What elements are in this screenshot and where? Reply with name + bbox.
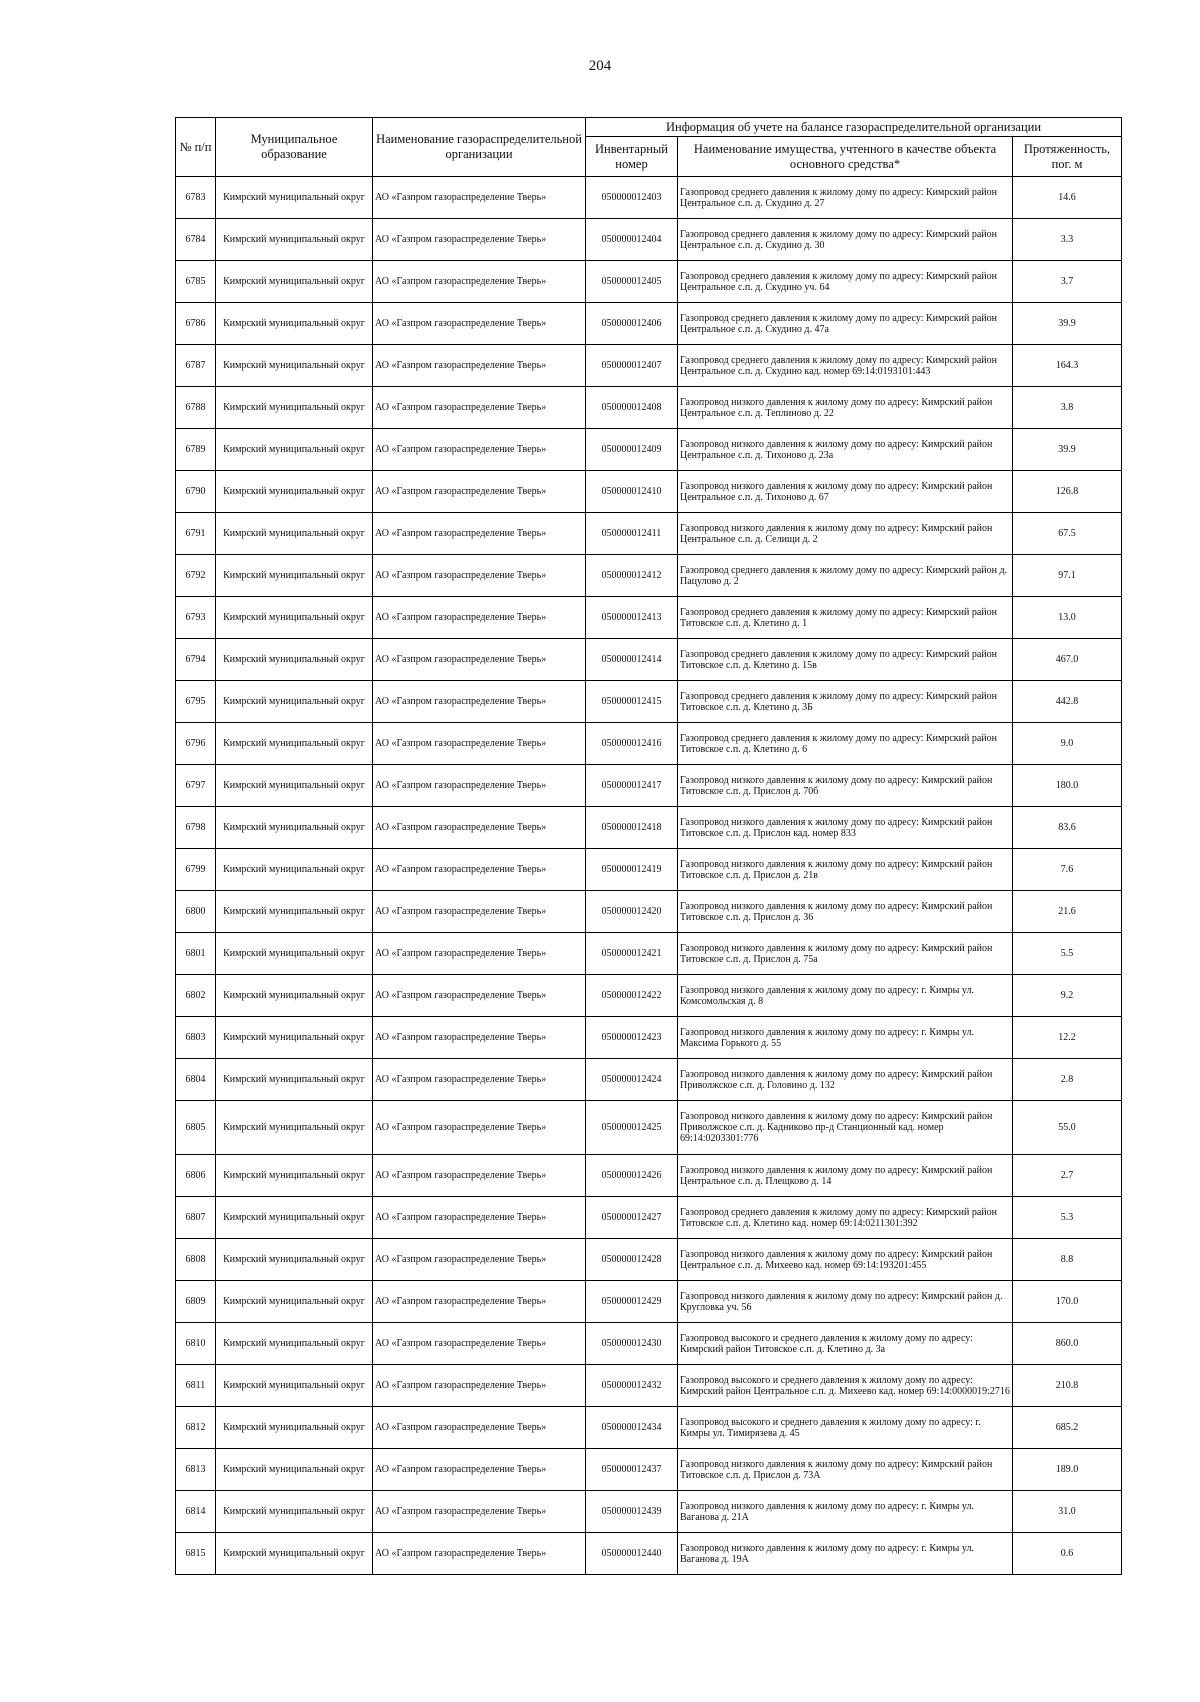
table-row [176, 1101, 1122, 1155]
row-length: 685.2 [1013, 1407, 1122, 1449]
row-number: 6805 [176, 1101, 216, 1155]
header-municipality: Муниципальное образование [216, 118, 373, 177]
row-length: 189.0 [1013, 1449, 1122, 1491]
row-inventory-number: 050000012425 [586, 1101, 678, 1155]
row-organization: АО «Газпром газораспределение Тверь» [373, 765, 586, 807]
table-row [176, 1239, 1122, 1281]
row-municipality: Кимрский муниципальный округ [216, 1239, 373, 1281]
table-row [176, 1491, 1122, 1533]
row-number: 6792 [176, 555, 216, 597]
row-inventory-number: 050000012434 [586, 1407, 678, 1449]
row-number: 6784 [176, 219, 216, 261]
row-inventory-number: 050000012423 [586, 1017, 678, 1059]
row-property-description: Газопровод среднего давления к жилому дому по адресу: Кимрский район Центральное с.п. д. Скудино уч. 64 [678, 261, 1013, 303]
row-municipality: Кимрский муниципальный округ [216, 177, 373, 219]
row-municipality: Кимрский муниципальный округ [216, 1449, 373, 1491]
table-row [176, 471, 1122, 513]
row-organization: АО «Газпром газораспределение Тверь» [373, 219, 586, 261]
row-organization: АО «Газпром газораспределение Тверь» [373, 1155, 586, 1197]
row-length: 210.8 [1013, 1365, 1122, 1407]
row-inventory-number: 050000012408 [586, 387, 678, 429]
row-length: 3.7 [1013, 261, 1122, 303]
row-municipality: Кимрский муниципальный округ [216, 345, 373, 387]
row-inventory-number: 050000012410 [586, 471, 678, 513]
table-body [176, 177, 1122, 1575]
header-inventory: Инвентарный номер [586, 137, 678, 177]
row-inventory-number: 050000012403 [586, 177, 678, 219]
row-inventory-number: 050000012414 [586, 639, 678, 681]
row-property-description: Газопровод высокого и среднего давления к жилому дому по адресу: г. Кимры ул. Тимирязева д. 45 [678, 1407, 1013, 1449]
row-number: 6788 [176, 387, 216, 429]
row-organization: АО «Газпром газораспределение Тверь» [373, 1197, 586, 1239]
row-municipality: Кимрский муниципальный округ [216, 1365, 373, 1407]
row-organization: АО «Газпром газораспределение Тверь» [373, 681, 586, 723]
row-length: 5.5 [1013, 933, 1122, 975]
row-organization: АО «Газпром газораспределение Тверь» [373, 261, 586, 303]
row-organization: АО «Газпром газораспределение Тверь» [373, 429, 586, 471]
row-inventory-number: 050000012416 [586, 723, 678, 765]
row-property-description: Газопровод низкого давления к жилому дому по адресу: Кимрский район Титовское с.п. д. Прислон д. 36 [678, 891, 1013, 933]
row-municipality: Кимрский муниципальный округ [216, 387, 373, 429]
row-length: 7.6 [1013, 849, 1122, 891]
row-inventory-number: 050000012430 [586, 1323, 678, 1365]
table-row [176, 177, 1122, 219]
row-organization: АО «Газпром газораспределение Тверь» [373, 933, 586, 975]
row-municipality: Кимрский муниципальный округ [216, 1407, 373, 1449]
row-property-description: Газопровод среднего давления к жилому дому по адресу: Кимрский район Титовское с.п. д. Клетино д. 3Б [678, 681, 1013, 723]
row-length: 164.3 [1013, 345, 1122, 387]
row-property-description: Газопровод высокого и среднего давления к жилому дому по адресу: Кимрский район Центральное с.п. д. Михеево кад. номер 69:14:0000019:2716 [678, 1365, 1013, 1407]
row-organization: АО «Газпром газораспределение Тверь» [373, 1323, 586, 1365]
row-number: 6794 [176, 639, 216, 681]
table-row [176, 387, 1122, 429]
row-inventory-number: 050000012418 [586, 807, 678, 849]
row-length: 8.8 [1013, 1239, 1122, 1281]
table-row [176, 849, 1122, 891]
row-property-description: Газопровод низкого давления к жилому дому по адресу: Кимрский район Центральное с.п. д. Тихоново д. 23а [678, 429, 1013, 471]
row-municipality: Кимрский муниципальный округ [216, 1281, 373, 1323]
row-organization: АО «Газпром газораспределение Тверь» [373, 177, 586, 219]
row-municipality: Кимрский муниципальный округ [216, 849, 373, 891]
row-organization: АО «Газпром газораспределение Тверь» [373, 303, 586, 345]
row-organization: АО «Газпром газораспределение Тверь» [373, 1365, 586, 1407]
row-municipality: Кимрский муниципальный округ [216, 261, 373, 303]
table-row [176, 1323, 1122, 1365]
header-num: № п/п [176, 118, 216, 177]
row-number: 6811 [176, 1365, 216, 1407]
row-property-description: Газопровод низкого давления к жилому дому по адресу: г. Кимры ул. Ваганова д. 19А [678, 1533, 1013, 1575]
row-inventory-number: 050000012404 [586, 219, 678, 261]
row-organization: АО «Газпром газораспределение Тверь» [373, 975, 586, 1017]
row-length: 126.8 [1013, 471, 1122, 513]
row-number: 6807 [176, 1197, 216, 1239]
row-property-description: Газопровод низкого давления к жилому дому по адресу: Кимрский район Центральное с.п. д. Селищи д. 2 [678, 513, 1013, 555]
row-property-description: Газопровод низкого давления к жилому дому по адресу: Кимрский район Центральное с.п. д. Михеево кад. номер 69:14:193201:455 [678, 1239, 1013, 1281]
row-municipality: Кимрский муниципальный округ [216, 597, 373, 639]
table-row [176, 513, 1122, 555]
row-inventory-number: 050000012413 [586, 597, 678, 639]
row-length: 467.0 [1013, 639, 1122, 681]
row-organization: АО «Газпром газораспределение Тверь» [373, 639, 586, 681]
row-length: 3.3 [1013, 219, 1122, 261]
row-inventory-number: 050000012407 [586, 345, 678, 387]
row-municipality: Кимрский муниципальный округ [216, 1155, 373, 1197]
row-organization: АО «Газпром газораспределение Тверь» [373, 1449, 586, 1491]
row-inventory-number: 050000012411 [586, 513, 678, 555]
header-length: Протяженность, пог. м [1013, 137, 1122, 177]
row-inventory-number: 050000012409 [586, 429, 678, 471]
row-number: 6813 [176, 1449, 216, 1491]
row-number: 6803 [176, 1017, 216, 1059]
row-length: 2.8 [1013, 1059, 1122, 1101]
row-length: 12.2 [1013, 1017, 1122, 1059]
row-number: 6793 [176, 597, 216, 639]
row-municipality: Кимрский муниципальный округ [216, 303, 373, 345]
row-municipality: Кимрский муниципальный округ [216, 723, 373, 765]
row-length: 97.1 [1013, 555, 1122, 597]
table-row [176, 219, 1122, 261]
table-row [176, 597, 1122, 639]
row-municipality: Кимрский муниципальный округ [216, 891, 373, 933]
table-row [176, 807, 1122, 849]
row-inventory-number: 050000012426 [586, 1155, 678, 1197]
row-municipality: Кимрский муниципальный округ [216, 1491, 373, 1533]
row-municipality: Кимрский муниципальный округ [216, 765, 373, 807]
row-length: 860.0 [1013, 1323, 1122, 1365]
table-row [176, 555, 1122, 597]
table-row [176, 975, 1122, 1017]
row-organization: АО «Газпром газораспределение Тверь» [373, 555, 586, 597]
row-inventory-number: 050000012412 [586, 555, 678, 597]
row-municipality: Кимрский муниципальный округ [216, 471, 373, 513]
row-property-description: Газопровод низкого давления к жилому дому по адресу: г. Кимры ул. Комсомольская д. 8 [678, 975, 1013, 1017]
row-organization: АО «Газпром газораспределение Тверь» [373, 891, 586, 933]
row-municipality: Кимрский муниципальный округ [216, 681, 373, 723]
row-property-description: Газопровод низкого давления к жилому дому по адресу: Кимрский район Приволжское с.п. д. Головино д. 132 [678, 1059, 1013, 1101]
row-inventory-number: 050000012440 [586, 1533, 678, 1575]
row-municipality: Кимрский муниципальный округ [216, 639, 373, 681]
row-municipality: Кимрский муниципальный округ [216, 219, 373, 261]
row-length: 14.6 [1013, 177, 1122, 219]
row-property-description: Газопровод среднего давления к жилому дому по адресу: Кимрский район Титовское с.п. д. Клетино д. 15в [678, 639, 1013, 681]
row-number: 6790 [176, 471, 216, 513]
row-length: 55.0 [1013, 1101, 1122, 1155]
row-property-description: Газопровод низкого давления к жилому дому по адресу: Кимрский район Титовское с.п. д. Прислон д. 70б [678, 765, 1013, 807]
table-row [176, 765, 1122, 807]
row-number: 6799 [176, 849, 216, 891]
row-municipality: Кимрский муниципальный округ [216, 1197, 373, 1239]
row-property-description: Газопровод низкого давления к жилому дому по адресу: г. Кимры ул. Ваганова д. 21А [678, 1491, 1013, 1533]
row-inventory-number: 050000012420 [586, 891, 678, 933]
row-organization: АО «Газпром газораспределение Тверь» [373, 807, 586, 849]
row-property-description: Газопровод среднего давления к жилому дому по адресу: Кимрский район Титовское с.п. д. Клетино кад. номер 69:14:0211301:392 [678, 1197, 1013, 1239]
table-row [176, 1017, 1122, 1059]
row-property-description: Газопровод среднего давления к жилому дому по адресу: Кимрский район Центральное с.п. д. Скудино д. 27 [678, 177, 1013, 219]
row-number: 6812 [176, 1407, 216, 1449]
row-length: 0.6 [1013, 1533, 1122, 1575]
table-row [176, 1197, 1122, 1239]
row-number: 6814 [176, 1491, 216, 1533]
row-property-description: Газопровод среднего давления к жилому дому по адресу: Кимрский район Титовское с.п. д. Клетино д. 6 [678, 723, 1013, 765]
table-header [176, 118, 1122, 177]
row-length: 39.9 [1013, 303, 1122, 345]
row-property-description: Газопровод среднего давления к жилому дому по адресу: Кимрский район д. Пацулово д. 2 [678, 555, 1013, 597]
table-row [176, 345, 1122, 387]
row-property-description: Газопровод низкого давления к жилому дому по адресу: Кимрский район Центральное с.п. д. Плещково д. 14 [678, 1155, 1013, 1197]
row-property-description: Газопровод низкого давления к жилому дому по адресу: Кимрский район Титовское с.п. д. Прислон д. 21в [678, 849, 1013, 891]
row-organization: АО «Газпром газораспределение Тверь» [373, 1239, 586, 1281]
row-number: 6789 [176, 429, 216, 471]
table-row [176, 261, 1122, 303]
table-row [176, 639, 1122, 681]
row-number: 6797 [176, 765, 216, 807]
row-property-description: Газопровод среднего давления к жилому дому по адресу: Кимрский район Центральное с.п. д. Скудино д. 47а [678, 303, 1013, 345]
table-row [176, 303, 1122, 345]
table-row [176, 1365, 1122, 1407]
row-inventory-number: 050000012437 [586, 1449, 678, 1491]
row-number: 6783 [176, 177, 216, 219]
row-organization: АО «Газпром газораспределение Тверь» [373, 387, 586, 429]
row-property-description: Газопровод низкого давления к жилому дому по адресу: Кимрский район д. Кругловка уч. 56 [678, 1281, 1013, 1323]
row-municipality: Кимрский муниципальный округ [216, 933, 373, 975]
row-number: 6795 [176, 681, 216, 723]
row-inventory-number: 050000012405 [586, 261, 678, 303]
table-row [176, 1155, 1122, 1197]
row-length: 180.0 [1013, 765, 1122, 807]
row-length: 31.0 [1013, 1491, 1122, 1533]
row-property-description: Газопровод среднего давления к жилому дому по адресу: Кимрский район Центральное с.п. д. Скудино д. 30 [678, 219, 1013, 261]
table-row [176, 891, 1122, 933]
row-length: 67.5 [1013, 513, 1122, 555]
row-property-description: Газопровод среднего давления к жилому дому по адресу: Кимрский район Титовское с.п. д. Клетино д. 1 [678, 597, 1013, 639]
row-number: 6791 [176, 513, 216, 555]
row-length: 9.2 [1013, 975, 1122, 1017]
row-inventory-number: 050000012429 [586, 1281, 678, 1323]
property-register-table [175, 117, 1122, 1575]
row-length: 13.0 [1013, 597, 1122, 639]
row-property-description: Газопровод низкого давления к жилому дому по адресу: Кимрский район Титовское с.п. д. Прислон д. 73А [678, 1449, 1013, 1491]
row-property-description: Газопровод низкого давления к жилому дому по адресу: Кимрский район Приволжское с.п. д. Кадниково пр-д Станционный кад. номер 69:14:0203301:776 [678, 1101, 1013, 1155]
row-municipality: Кимрский муниципальный округ [216, 513, 373, 555]
row-municipality: Кимрский муниципальный округ [216, 1533, 373, 1575]
row-number: 6786 [176, 303, 216, 345]
row-organization: АО «Газпром газораспределение Тверь» [373, 597, 586, 639]
row-organization: АО «Газпром газораспределение Тверь» [373, 1491, 586, 1533]
row-number: 6806 [176, 1155, 216, 1197]
row-inventory-number: 050000012428 [586, 1239, 678, 1281]
row-municipality: Кимрский муниципальный округ [216, 1017, 373, 1059]
row-inventory-number: 050000012419 [586, 849, 678, 891]
row-number: 6798 [176, 807, 216, 849]
table-row [176, 1449, 1122, 1491]
row-organization: АО «Газпром газораспределение Тверь» [373, 1017, 586, 1059]
row-number: 6802 [176, 975, 216, 1017]
row-inventory-number: 050000012432 [586, 1365, 678, 1407]
table-row [176, 1281, 1122, 1323]
row-length: 21.6 [1013, 891, 1122, 933]
table-row [176, 1407, 1122, 1449]
row-organization: АО «Газпром газораспределение Тверь» [373, 345, 586, 387]
row-organization: АО «Газпром газораспределение Тверь» [373, 1101, 586, 1155]
row-length: 9.0 [1013, 723, 1122, 765]
row-number: 6796 [176, 723, 216, 765]
row-organization: АО «Газпром газораспределение Тверь» [373, 1281, 586, 1323]
row-property-description: Газопровод низкого давления к жилому дому по адресу: Кимрский район Титовское с.п. д. Прислон кад. номер 833 [678, 807, 1013, 849]
table-row [176, 933, 1122, 975]
row-property-description: Газопровод низкого давления к жилому дому по адресу: Кимрский район Титовское с.п. д. Прислон д. 75а [678, 933, 1013, 975]
header-balance-info: Информация об учете на балансе газораспределительной организации [586, 118, 1122, 137]
page-number: 204 [588, 58, 612, 74]
row-length: 83.6 [1013, 807, 1122, 849]
row-organization: АО «Газпром газораспределение Тверь» [373, 513, 586, 555]
row-property-description: Газопровод низкого давления к жилому дому по адресу: Кимрский район Центральное с.п. д. Теплиново д. 22 [678, 387, 1013, 429]
table-row [176, 429, 1122, 471]
row-organization: АО «Газпром газораспределение Тверь» [373, 1533, 586, 1575]
row-municipality: Кимрский муниципальный округ [216, 1059, 373, 1101]
row-number: 6810 [176, 1323, 216, 1365]
table-row [176, 681, 1122, 723]
row-property-description: Газопровод низкого давления к жилому дому по адресу: г. Кимры ул. Максима Горького д. 55 [678, 1017, 1013, 1059]
row-number: 6804 [176, 1059, 216, 1101]
row-number: 6801 [176, 933, 216, 975]
row-length: 2.7 [1013, 1155, 1122, 1197]
row-number: 6785 [176, 261, 216, 303]
row-municipality: Кимрский муниципальный округ [216, 975, 373, 1017]
row-inventory-number: 050000012424 [586, 1059, 678, 1101]
row-inventory-number: 050000012406 [586, 303, 678, 345]
row-inventory-number: 050000012427 [586, 1197, 678, 1239]
table-row [176, 723, 1122, 765]
table-row [176, 1533, 1122, 1575]
row-organization: АО «Газпром газораспределение Тверь» [373, 849, 586, 891]
row-organization: АО «Газпром газораспределение Тверь» [373, 471, 586, 513]
row-municipality: Кимрский муниципальный округ [216, 807, 373, 849]
row-number: 6809 [176, 1281, 216, 1323]
row-inventory-number: 050000012422 [586, 975, 678, 1017]
row-inventory-number: 050000012439 [586, 1491, 678, 1533]
row-property-description: Газопровод высокого и среднего давления к жилому дому по адресу: Кимрский район Титовское с.п. д. Клетино д. 3а [678, 1323, 1013, 1365]
row-municipality: Кимрский муниципальный округ [216, 429, 373, 471]
table-row [176, 1059, 1122, 1101]
row-number: 6808 [176, 1239, 216, 1281]
row-inventory-number: 050000012415 [586, 681, 678, 723]
row-inventory-number: 050000012421 [586, 933, 678, 975]
header-property: Наименование имущества, учтенного в качестве объекта основного средства* [678, 137, 1013, 177]
row-length: 170.0 [1013, 1281, 1122, 1323]
row-organization: АО «Газпром газораспределение Тверь» [373, 1059, 586, 1101]
row-number: 6787 [176, 345, 216, 387]
row-length: 442.8 [1013, 681, 1122, 723]
row-property-description: Газопровод низкого давления к жилому дому по адресу: Кимрский район Центральное с.п. д. Тихоново д. 67 [678, 471, 1013, 513]
row-organization: АО «Газпром газораспределение Тверь» [373, 723, 586, 765]
row-municipality: Кимрский муниципальный округ [216, 555, 373, 597]
header-organization: Наименование газораспределительной организации [373, 118, 586, 177]
row-length: 5.3 [1013, 1197, 1122, 1239]
row-property-description: Газопровод среднего давления к жилому дому по адресу: Кимрский район Центральное с.п. д. Скудино кад. номер 69:14:0193101:443 [678, 345, 1013, 387]
row-inventory-number: 050000012417 [586, 765, 678, 807]
row-number: 6800 [176, 891, 216, 933]
row-organization: АО «Газпром газораспределение Тверь» [373, 1407, 586, 1449]
row-number: 6815 [176, 1533, 216, 1575]
row-length: 3.8 [1013, 387, 1122, 429]
row-length: 39.9 [1013, 429, 1122, 471]
row-municipality: Кимрский муниципальный округ [216, 1323, 373, 1365]
row-municipality: Кимрский муниципальный округ [216, 1101, 373, 1155]
